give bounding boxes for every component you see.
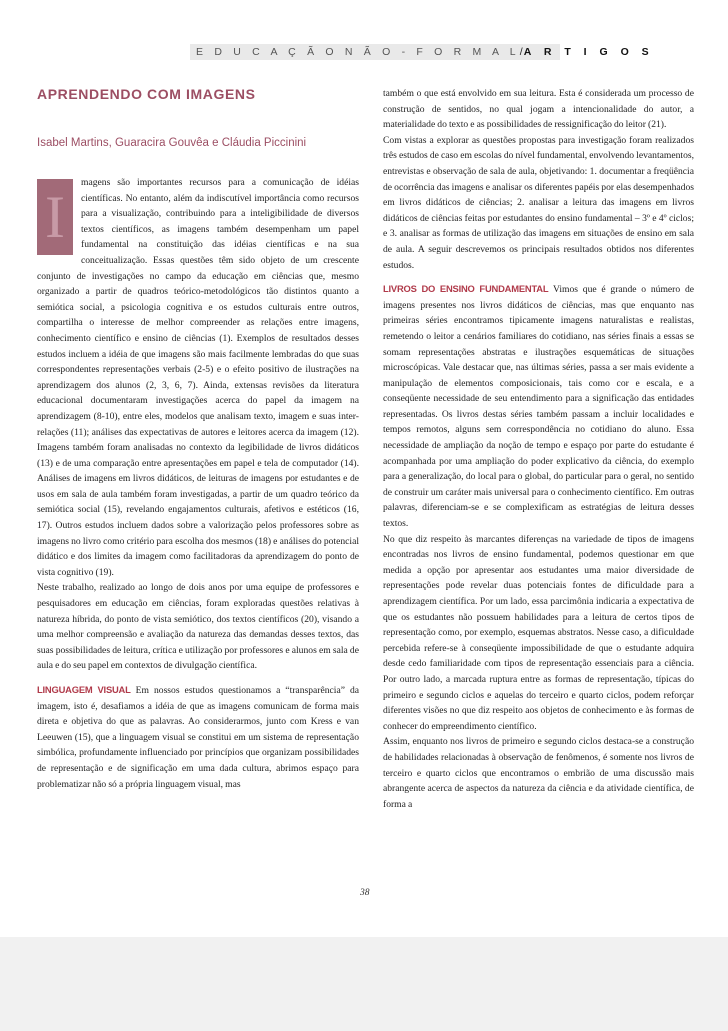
- article-title: APRENDENDO COM IMAGENS: [37, 86, 256, 102]
- body-paragraph: Assim, enquanto nos livros de primeiro e segundo ciclos destaca-se a construção de habilidades relacionadas à observação de fenômenos, é somente nos livros de terceiro e quarto ciclos que encontramos o embrião de uma discussão mais abrangente acerca de aspectos da natureza da ciência e da atividade científica, de forma a: [383, 736, 694, 810]
- drop-cap: [37, 179, 73, 255]
- article-authors: Isabel Martins, Guaracira Gouvêa e Cláudia Piccinini: [37, 137, 307, 149]
- body-paragraph: Neste trabalho, realizado ao longo de dois anos por uma equipe de professores e pesquisadores em educação em ciências, foram exploradas questões relativas à natureza híbrida, do ponto de vista semiótico, dos textos científicos (20), visando a uma melhor compreensão e avaliação da natureza das demandas desses textos, das suas possibilidades de leitura, crítica e utilização por professores e alunos em sala de aula e do seu papel em contextos de divulgação científica.: [37, 582, 359, 672]
- section-separator: /: [519, 46, 524, 58]
- body-paragraph: No que diz respeito às marcantes diferenças na variedade de tipos de imagens encontradas nos livros de ensino fundamental, podemos questionar em que medida a opção por apresentar aos estudantes uma maior diversidade de representações pode revelar duas potenciais fontes de dificuldade para a aprendizagem científica. Por um lado, essa parcimônia indicaria a expectativa de que os estudantes não possuem habilidades para a leitura de certos tipos de representação como, por exemplo, esquemas abstratos. Nesse caso, a dificuldade percebida refere-se à conseqüente impossibilidade de que o estudante adquira desde cedo familiaridade com tipos de representação essenciais para a ciência. Por outro lado, a marcada ruptura entre as formas de representação, típicas do primeiro e segundo ciclos e aquelas do terceiro e quarto ciclos, podem reforçar diferentes visões no que diz respeito aos objetos de conhecimento e às formas de conhecer do empreendimento científico.: [383, 533, 694, 732]
- section-category: A R T I G O S: [523, 46, 654, 58]
- section-heading-livros-ensino-fundamental: LIVROS DO ENSINO FUNDAMENTAL: [383, 283, 549, 295]
- section-text: Em nossos estudos questionamos a “transparência” da imagem, isto é, desafiamos a idéia de que as imagens comunicam de forma mais direta e objetiva do que as palavras. Ao considerarmos, junto com Kress e van Leeuwen (15), que a linguagem visual se constitui em um sistema de representação simbólica, profundamente influenciado por princípios que organizam possibilidades de representação e de significação em uma dada cultura, abrimos espaço para problematizar não só a própria linguagem visual, mas: [37, 685, 360, 790]
- section-text: Vimos que é grande o número de imagens presentes nos livros didáticos de ciências, mas que enquanto nas primeiras séries encontramos tipicamente imagens naturalistas e realistas, remetendo o leitor a cenários familiares do cotidiano, nas séries finais a essas se somam representações abstratas e ilustrações esquemáticas de situações microscópicas. Vale destacar que, nas últimas séries, passa a ser mais evidente a manipulação de elementos composicionais, tais como cor e escala, e a conseqüente necessidade de seu entendimento para a significação das entidades representadas. Os livros destas séries também passam a incluir localidades e tempos remotos, alguns sem correspondência no cotidiano do aluno. Essa necessidade de ampliação da noção de tempo e espaço por parte do estudante é acompanhada por uma ampliação do poder explicativo da ciência, do exemplo para a generalização, do local para o global, do particular para o geral, no sentido de construir um caráter mais universal para o conhecimento científico. Em outras palavras, diferenciam-se e se complexificam as estratégias de leitura desses textos.: [383, 284, 694, 530]
- section-livros-ensino-fundamental: [383, 281, 694, 532]
- page-number: 38: [360, 888, 370, 898]
- body-paragraph: Com vistas a explorar as questões propostas para investigação foram realizados três estudos de caso em escolas do nível fundamental, envolvendo levantamentos, entrevistas e observação de sala de aula, objetivando: 1. documentar a freqüência de ocorrência das imagens e analisar os diferentes papéis por elas desempenhados em livros didáticos de ciências; 2. analisar a leitura das imagens em livros didáticos de ciências feitas por estudantes do ensino fundamental – 3º e 4º ciclos; e 3. analisar as formas de utilização das imagens em situações de ensino em sala de aula. A seguir descrevemos os principais resultados obtidos nos diferentes estudos.: [383, 134, 694, 271]
- right-column: [383, 86, 694, 812]
- section-linguagem-visual: [37, 682, 359, 792]
- section-heading-linguagem-visual: LINGUAGEM VISUAL: [37, 684, 131, 695]
- intro-paragraph: magens são importantes recursos para a comunicação de idéias científicas. No entanto, além da indiscutível importância como recursos para a visualização, contribuindo para a inteligibilidade de diversos textos científicos, as imagens também desempenham um papel fundamental na constituição das idéias científicas e na sua conceitualização. Essas questões têm sido objeto de um crescente conjunto de investigações no campo da educação em ciências que, mesmo organizado a partir de quadros teórico-metodológicos tão distintos quanto a semiótica social, a psicologia cognitiva e os estudos culturais entre outros, compartilha o interesse de melhor compreender as relações entre imagens, conhecimento científico e ensino de ciências (1). Exemplos de resultados desses estudos incluem a idéia de que imagens são mais facilmente lembradas do que suas correspondentes representações verbais (2-5) e o efeito positivo de ilustrações na aprendizagem dos alunos (2, 3, 6, 7). Ainda, extensas revisões da literatura educacional documentaram investigações acerca do papel da imagem na aprendizagem (8-10), entre eles, modelos que analisam texto, imagem e suas inter-relações (11); análises das expectativas de autores e leitores acerca da imagem (12). Imagens também foram analisadas no contexto da legibilidade de livros didáticos (13) e de uma comparação entre apresentações em papel e tela de computador (14). Análises de imagens em livros didáticos, de leituras de imagens por estudantes e de usos em sala de aula também foram investigadas, a partir de um quadro teórico da semiótica social (15), revelando engajamentos culturais, afetivos e estéticos (16, 17). Outros estudos incluem dados sobre a valorização pelos professores sobre as imagens no livro como critério para escolha dos mesmos (18) e análises do potencial didático e dos limites da imagem como facilitadoras da aprendizagem do ponto de vista cognitivo (19).: [37, 177, 359, 578]
- body-paragraph: também o que está envolvido em sua leitura. Esta é considerada um processo de construção de sentidos, no qual jogam a intencionalidade do autor, a materialidade do texto e as possibilidades de ressignificação do leitor (21).: [383, 88, 694, 131]
- left-column: [37, 175, 359, 792]
- section-header: [190, 44, 654, 60]
- section-name: E D U C A Ç Ã O N Ã O - F O R M A L: [196, 46, 520, 58]
- drop-cap-letter: I: [45, 184, 65, 250]
